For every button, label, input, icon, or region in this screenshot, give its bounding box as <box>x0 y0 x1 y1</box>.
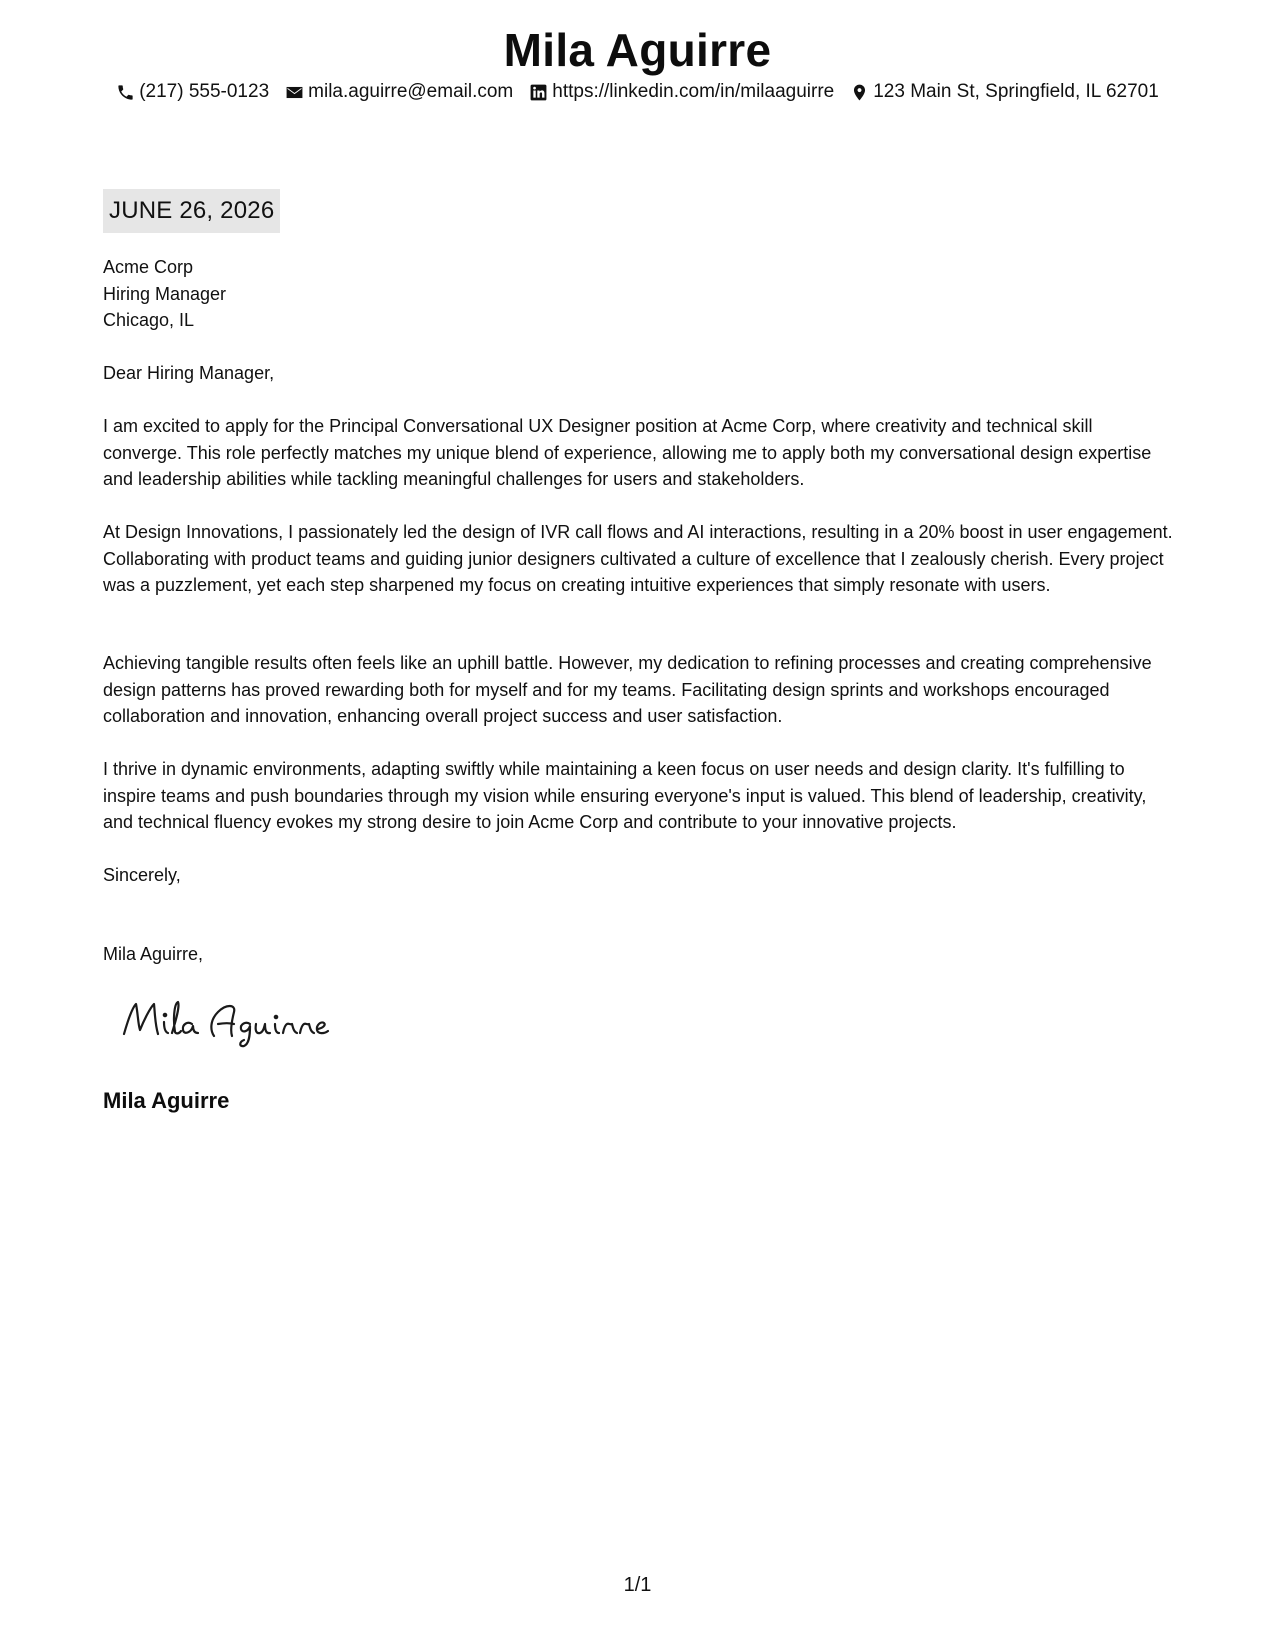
contact-linkedin <box>529 80 834 104</box>
page-number: 1/1 <box>623 1574 652 1596</box>
body-paragraph: I thrive in dynamic environments, adapting swiftly while maintaining a keen focus on user needs and design clarity. It's fulfilling to inspire teams and push boundaries through my vision while ensuring everyone's input is valued. This blend of leadership, creativity, and technical fluency evokes my strong desire to join Acme Corp and contribute to your innovative projects. <box>103 759 1147 832</box>
body-paragraph: At Design Innovations, I passionately led the design of IVR call flows and AI interactions, resulting in a 20% boost in user engagement. Collaborating with product teams and guiding junior designers cultivated a culture of excellence that I zealously cherish. Every project was a puzzlement, yet each step sharpened my focus on creating intuitive experiences that simply resonate with users. <box>103 522 1173 595</box>
contact-address <box>850 80 1159 104</box>
letter-date: JUNE 26, 2026 <box>103 189 280 233</box>
linkedin-text: https://linkedin.com/in/milaaguirre <box>552 81 835 102</box>
recipient-block <box>103 254 1173 334</box>
recipient-location: Chicago, IL <box>103 310 195 330</box>
recipient-title: Hiring Manager <box>103 283 227 304</box>
body-paragraph: I am excited to apply for the Principal Conversational UX Designer position at Acme Corp, where creativity and technical skill converge. This role perfectly matches my unique blend of experience, allowing me to apply both my conversational design expertise and leadership abilities while tackling meaningful challenges for users and stakeholders. <box>103 416 1152 489</box>
contact-email <box>285 80 513 104</box>
phone-icon <box>116 83 135 102</box>
signoff-name: Mila Aguirre, <box>103 944 204 964</box>
contact-info-row <box>0 80 1275 104</box>
phone-text: (217) 555-0123 <box>139 81 270 102</box>
address-text: 123 Main St, Springfield, IL 62701 <box>873 81 1159 102</box>
email-text: mila.aguirre@email.com <box>308 81 514 102</box>
envelope-icon <box>285 83 304 102</box>
closing-phrase: Sincerely, <box>103 865 181 885</box>
linkedin-icon <box>529 83 548 102</box>
body-paragraph: Achieving tangible results often feels like an uphill battle. However, my dedication to refining processes and creating comprehensive design patterns has proved rewarding both for myself and for my teams. Facilitating design sprints and workshops encouraged collaboration and innovation, enhancing overall project success and user satisfaction. <box>103 653 1152 726</box>
salutation: Dear Hiring Manager, <box>103 363 275 383</box>
handwritten-signature <box>118 990 358 1050</box>
map-pin-icon <box>850 83 869 102</box>
applicant-name-heading: Mila Aguirre <box>503 24 772 76</box>
signature-printed-name: Mila Aguirre <box>103 1088 230 1113</box>
recipient-company: Acme Corp <box>103 257 194 277</box>
contact-phone <box>116 80 269 104</box>
